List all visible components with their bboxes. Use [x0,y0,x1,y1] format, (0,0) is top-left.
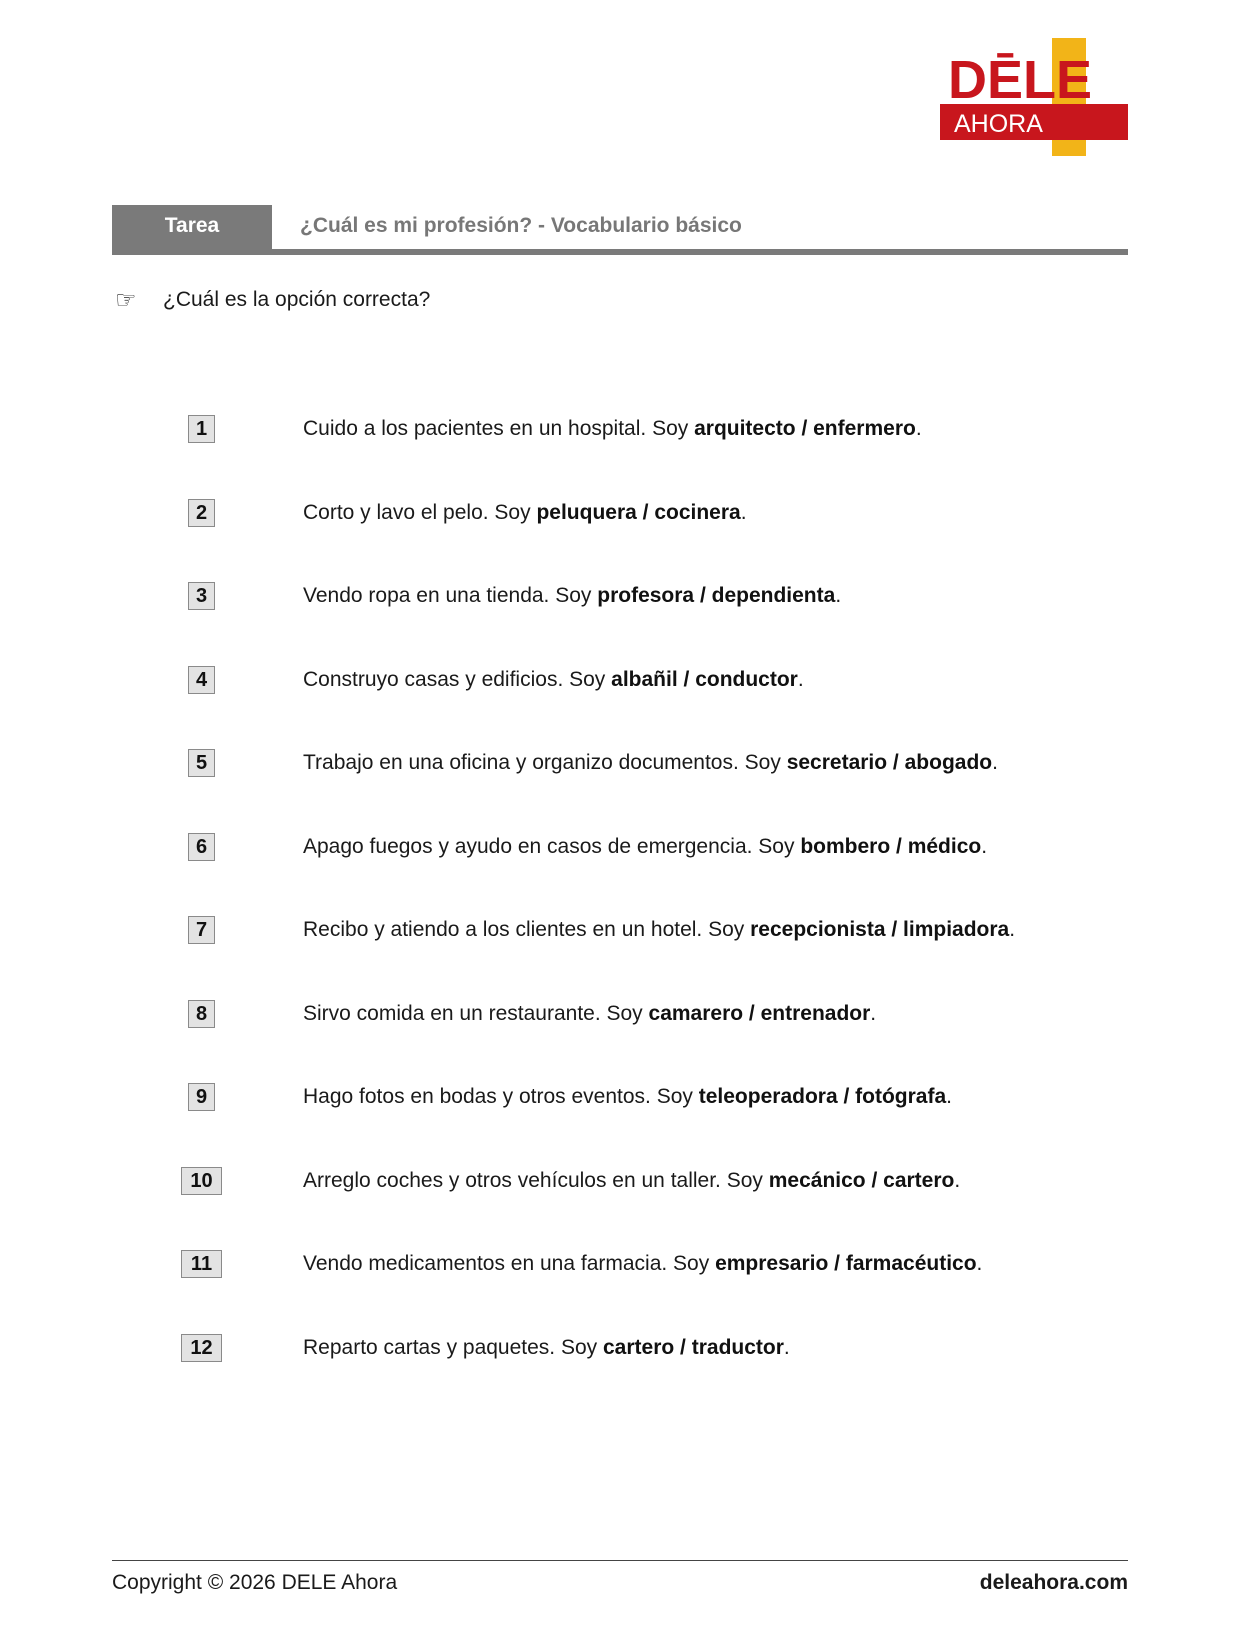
task-header [112,205,1128,255]
question-prompt: Corto y lavo el pelo. Soy [303,501,537,524]
question-end-punctuation: . [783,1336,790,1359]
question-number-badge: 5 [188,749,215,777]
question-number-badge: 1 [188,415,215,443]
question-text [303,748,998,778]
option-a[interactable]: teleoperadora [698,1085,838,1108]
question-end-punctuation: . [835,584,842,607]
question-row [0,995,1241,1035]
option-separator: / [885,918,904,941]
question-row [0,911,1241,951]
question-prompt: Cuido a los pacientes en un hospital. Soy [303,417,695,440]
question-text [303,1333,790,1363]
logo-bottom-text: AHORA [954,110,1043,138]
task-tag: Tarea [112,205,272,255]
question-number-badge: 10 [181,1167,222,1195]
question-text [303,414,922,444]
option-separator: / [795,417,814,440]
option-a[interactable]: bombero [800,835,891,858]
question-prompt: Vendo medicamentos en una farmacia. Soy [303,1252,716,1275]
question-end-punctuation: . [870,1002,877,1025]
question-row [0,1329,1241,1369]
question-end-punctuation: . [954,1169,961,1192]
question-prompt: Construyo casas y edificios. Soy [303,668,612,691]
question-prompt: Sirvo comida en un restaurante. Soy [303,1002,649,1025]
question-row [0,661,1241,701]
footer-rule [112,1560,1128,1561]
question-text [303,498,747,528]
footer-copyright: Copyright © 2026 DELE Ahora [112,1571,398,1594]
option-b[interactable]: abogado [904,751,993,774]
question-row [0,1245,1241,1285]
question-prompt: Vendo ropa en una tienda. Soy [303,584,598,607]
question-row [0,828,1241,868]
dele-ahora-logo [940,38,1128,156]
question-text [303,1249,982,1279]
option-a[interactable]: arquitecto [694,417,796,440]
option-b[interactable]: dependienta [711,584,836,607]
option-b[interactable]: cartero [883,1169,955,1192]
question-prompt: Reparto cartas y paquetes. Soy [303,1336,603,1359]
question-number-badge: 11 [181,1250,222,1278]
option-a[interactable]: peluquera [536,501,637,524]
question-end-punctuation: . [797,668,804,691]
option-b[interactable]: enfermero [813,417,916,440]
question-number-badge: 3 [188,582,215,610]
question-prompt: Apago fuegos y ayudo en casos de emergencia. Soy [303,835,801,858]
option-separator: / [694,584,712,607]
question-row [0,1078,1241,1118]
question-number-badge: 7 [188,916,215,944]
question-row [0,577,1241,617]
question-row [0,744,1241,784]
instruction-text: ¿Cuál es la opción correcta? [163,288,431,311]
question-end-punctuation: . [981,835,988,858]
question-end-punctuation: . [992,751,998,774]
option-a[interactable]: albañil [611,668,678,691]
option-separator: / [828,1252,846,1275]
option-b[interactable]: farmacéutico [845,1252,977,1275]
option-b[interactable]: entrenador [760,1002,871,1025]
question-number-badge: 2 [188,499,215,527]
option-separator: / [887,751,905,774]
question-number-badge: 8 [188,1000,215,1028]
option-b[interactable]: fotógrafa [855,1085,947,1108]
option-a[interactable]: secretario [786,751,888,774]
question-text [303,665,804,695]
question-end-punctuation: . [946,1085,952,1108]
option-separator: / [636,501,655,524]
option-a[interactable]: cartero [603,1336,675,1359]
question-number-badge: 12 [181,1334,222,1362]
option-separator: / [674,1336,692,1359]
question-end-punctuation: . [740,501,747,524]
option-b[interactable]: conductor [695,668,798,691]
task-title: ¿Cuál es mi profesión? - Vocabulario básico [300,214,742,237]
option-separator: / [677,668,696,691]
question-end-punctuation: . [976,1252,983,1275]
question-text [303,999,876,1029]
question-end-punctuation: . [1009,918,1016,941]
header-rule [112,249,1128,255]
instruction [115,284,430,316]
question-prompt: Arreglo coches y otros vehículos en un taller. Soy [303,1169,769,1192]
option-separator: / [743,1002,761,1025]
question-number-badge: 4 [188,666,215,694]
question-prompt: Hago fotos en bodas y otros eventos. Soy [303,1085,699,1108]
option-a[interactable]: camarero [648,1002,744,1025]
option-a[interactable]: mecánico [768,1169,866,1192]
question-prompt: Trabajo en una oficina y organizo documentos. Soy [303,751,787,774]
pointing-hand-icon: ☞ [115,286,137,314]
question-text [303,1082,952,1112]
question-prompt: Recibo y atiendo a los clientes en un hotel. Soy [303,918,751,941]
option-a[interactable]: recepcionista [750,918,886,941]
footer-site-link[interactable]: deleahora.com [979,1571,1128,1594]
logo-top-text: DĒLE [948,50,1093,110]
logo-graphic [940,38,1128,156]
option-separator: / [865,1169,884,1192]
question-number-badge: 6 [188,833,215,861]
option-b[interactable]: cocinera [654,501,741,524]
question-row [0,494,1241,534]
question-end-punctuation: . [915,417,922,440]
question-text [303,915,1015,945]
option-b[interactable]: limpiadora [903,918,1010,941]
question-text [303,581,841,611]
question-text [303,832,987,862]
option-separator: / [837,1085,856,1108]
option-a[interactable]: empresario [715,1252,829,1275]
option-b[interactable]: médico [907,835,982,858]
question-row [0,1162,1241,1202]
question-row [0,410,1241,450]
option-a[interactable]: profesora [597,584,695,607]
option-b[interactable]: traductor [691,1336,784,1359]
question-number-badge: 9 [188,1083,215,1111]
option-separator: / [890,835,908,858]
question-text [303,1166,960,1196]
